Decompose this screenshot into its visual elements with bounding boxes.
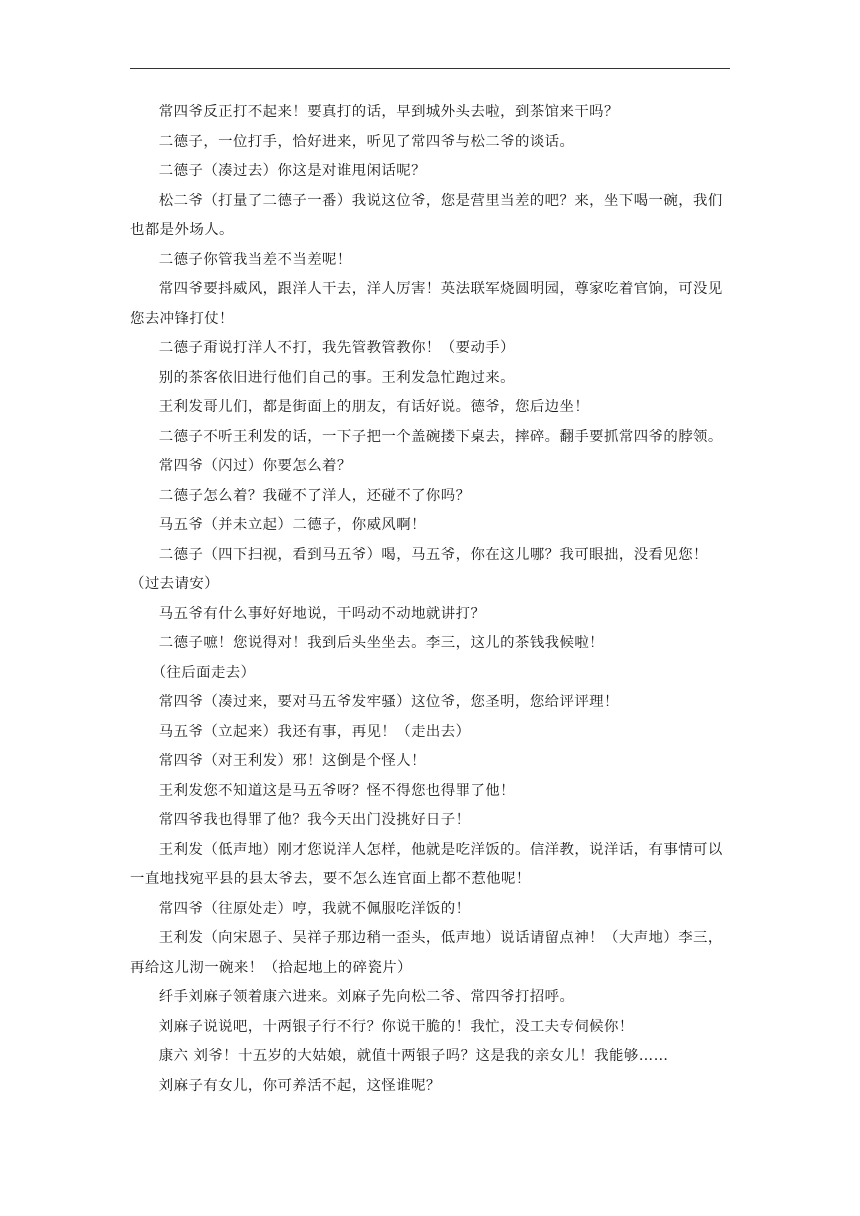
paragraph: 马五爷（立起来）我还有事，再见！（走出去） bbox=[158, 723, 471, 740]
paragraph: 纤手刘麻子领着康六进来。刘麻子先向松二爷、常四爷打招呼。 bbox=[158, 989, 575, 1005]
paragraph: 王利发（低声地）刚才您说洋人怎样，他就是吃洋饭的。信洋教，说洋话，有事情可以一直地找宛平县的县太爷去，要不怎么连官面上都不惹他呢！ bbox=[130, 841, 723, 887]
paragraph: 常四爷（凑过来，要对马五爷发牢骚）这位爷，您圣明，您给评评理！ bbox=[158, 694, 619, 710]
paragraph: 马五爷（并未立起）二德子，你威风啊！ bbox=[158, 517, 426, 533]
document-body bbox=[130, 98, 734, 1101]
paragraph: 常四爷要抖威风，跟洋人干去，洋人厉害！英法联军烧圆明园，尊家吃着官饷，可没见您去冲锋打仗！ bbox=[130, 281, 723, 327]
paragraph: 康六 刘爷！十五岁的大姑娘，就值十两银子吗？这是我的亲女儿！我能够…… bbox=[158, 1048, 669, 1064]
paragraph: 常四爷反正打不起来！要真打的话，早到城外头去啦，到茶馆来干吗？ bbox=[158, 104, 619, 120]
paragraph: 二德子甭说打洋人不打，我先管教管教你！（要动手） bbox=[158, 340, 515, 356]
paragraph: 王利发（向宋恩子、吴祥子那边稍一歪头，低声地）说话请留点神！（大声地）李三，再给这儿沏一碗来！（拾起地上的碎瓷片） bbox=[130, 930, 723, 976]
paragraph: 王利发哥儿们，都是街面上的朋友，有话好说。德爷，您后边坐！ bbox=[158, 399, 590, 415]
paragraph: 常四爷（往原处走）哼，我就不佩服吃洋饭的！ bbox=[158, 900, 471, 917]
paragraph: 二德子嗻！您说得对！我到后头坐坐去。李三，这儿的茶钱我候啦！ bbox=[158, 635, 605, 651]
paragraph: 马五爷有什么事好好地说，干吗动不动地就讲打？ bbox=[158, 605, 486, 622]
paragraph: 别的茶客依旧进行他们自己的事。王利发急忙跑过来。 bbox=[158, 369, 515, 386]
stage-direction: （往后面走去） bbox=[151, 664, 256, 681]
paragraph: 松二爷（打量了二德子一番）我说这位爷，您是营里当差的吧？来，坐下喝一碗，我们也都是外场人。 bbox=[130, 192, 723, 238]
paragraph: 二德子，一位打手，恰好进来，听见了常四爷与松二爷的谈话。 bbox=[158, 133, 575, 150]
header-rule bbox=[130, 68, 730, 69]
paragraph: 常四爷（闪过）你要怎么着？ bbox=[158, 458, 352, 474]
paragraph: 二德子怎么着？我碰不了洋人，还碰不了你吗？ bbox=[158, 487, 471, 504]
paragraph: 二德子不听王利发的话，一下子把一个盖碗搂下桌去，摔碎。翻手要抓常四爷的脖领。 bbox=[158, 428, 723, 445]
paragraph: 二德子（凑过去）你这是对谁甩闲话呢？ bbox=[158, 163, 426, 179]
paragraph: 二德子（四下扫视，看到马五爷）喝，马五爷，你在这儿哪？我可眼拙，没看见您！（过去请安） bbox=[130, 546, 708, 592]
paragraph: 刘麻子有女儿，你可养活不起，这怪谁呢？ bbox=[158, 1077, 441, 1094]
paragraph: 常四爷（对王利发）邪！这倒是个怪人！ bbox=[158, 753, 426, 769]
paragraph: 王利发您不知道这是马五爷呀？怪不得您也得罪了他！ bbox=[158, 782, 515, 799]
paragraph: 二德子你管我当差不当差呢！ bbox=[158, 251, 352, 268]
paragraph: 常四爷我也得罪了他？我今天出门没挑好日子！ bbox=[158, 812, 471, 828]
paragraph: 刘麻子说说吧，十两银子行不行？你说干脆的！我忙，没工夫专伺候你！ bbox=[158, 1018, 634, 1035]
